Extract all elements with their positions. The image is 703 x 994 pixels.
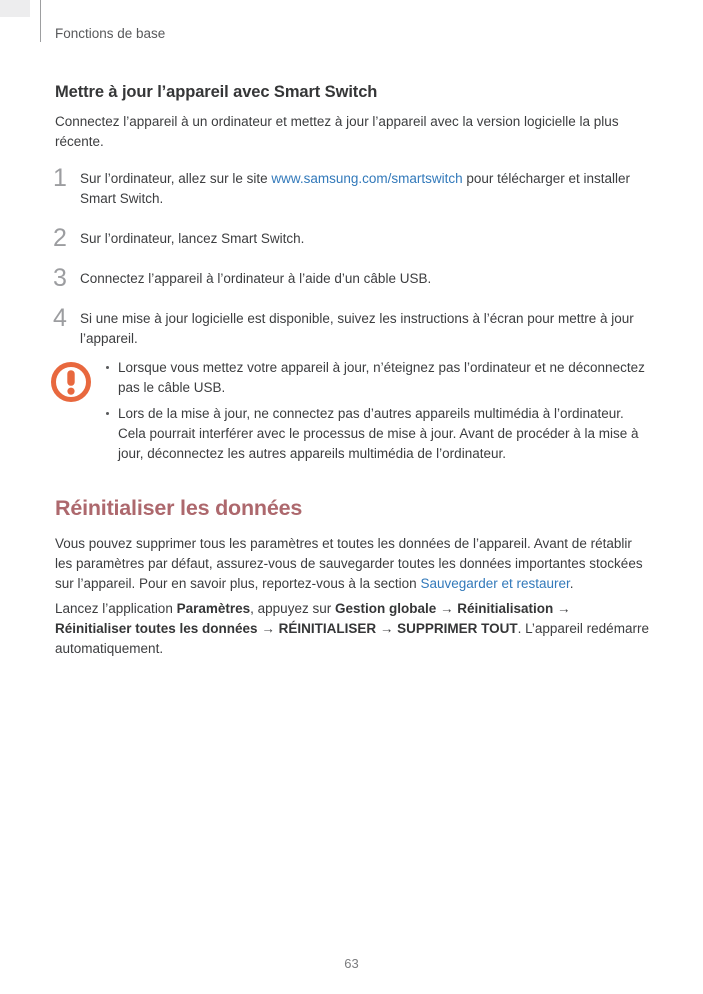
step-item-3 <box>53 264 649 292</box>
inline-bold-text: SUPPRIMER TOUT <box>397 621 518 636</box>
smart-switch-intro: Connectez l’appareil à un ordinateur et mettez à jour l’appareil avec la version logicielle la plus récente. <box>55 114 619 149</box>
section-title-smart-switch: Mettre à jour l’appareil avec Smart Switch <box>55 83 378 101</box>
step-item-1 <box>53 164 649 209</box>
header-divider-rule <box>40 0 41 42</box>
step-text <box>80 229 649 249</box>
section-title-reset-data: Réinitialiser les données <box>55 496 303 520</box>
inline-text: , appuyez sur <box>250 601 335 616</box>
step-text <box>80 269 649 289</box>
inline-text: → <box>257 621 279 636</box>
warning-list-item <box>105 358 650 398</box>
inline-text: Si une mise à jour logicielle est disponible, suivez les instructions à l’écran pour mettre à jour l’appareil. <box>80 311 634 346</box>
step-item-4 <box>53 304 649 349</box>
warning-list <box>50 358 650 464</box>
inline-bold-text: Paramètres <box>176 601 251 616</box>
inline-text: . <box>569 576 574 591</box>
inline-bold-text: Réinitialisation <box>457 601 554 616</box>
page-number: 63 <box>344 956 359 971</box>
warning-note <box>50 358 650 464</box>
step-number: 4 <box>53 304 67 332</box>
inline-text: Connectez l’appareil à l’ordinateur à l’aide d’un câble USB. <box>80 271 432 286</box>
inline-link[interactable]: Sauvegarder et restaurer <box>420 576 570 591</box>
inline-bold-text: Gestion globale <box>334 601 437 616</box>
warning-text: Lors de la mise à jour, ne connectez pas d’autres appareils multimédia à l’ordinateur. Cela pourrait interférer avec le processus de mise à jour. Avant de procéder à la mise à jour, déconnectez les autres appareils multimédia de l’ordinateur. <box>118 406 639 461</box>
inline-text: Sur l’ordinateur, allez sur le site <box>80 171 272 186</box>
step-item-2 <box>53 224 649 252</box>
page-corner-mark <box>0 0 30 17</box>
chapter-label: Fonctions de base <box>55 26 166 41</box>
inline-text: pour télécharger et installer Smart Switch. <box>80 171 630 206</box>
inline-bold-text: Réinitialiser toutes les données <box>55 621 258 636</box>
reset-paragraph-instructions <box>55 599 649 659</box>
inline-text: Vous pouvez supprimer tous les paramètres et toutes les données de l’appareil. Avant de rétablir les paramètres par défaut, assurez-vous de sauvegarder toutes les données importantes stockées sur l’appareil. Pour en savoir plus, reportez-vous à la section <box>55 536 643 591</box>
inline-text: Lancez l’application <box>55 601 177 616</box>
inline-text: → <box>436 601 458 616</box>
step-number: 1 <box>53 164 67 192</box>
inline-link[interactable]: www.samsung.com/smartswitch <box>271 171 463 186</box>
inline-text: . L’appareil redémarre automatiquement. <box>55 621 649 656</box>
inline-text: → <box>553 601 571 616</box>
bullet-dot-icon <box>106 366 109 369</box>
inline-text: → <box>376 621 398 636</box>
step-number: 3 <box>53 264 67 292</box>
warning-list-item <box>105 404 650 464</box>
reset-paragraph-intro <box>55 534 649 594</box>
inline-bold-text: RÉINITIALISER <box>278 621 377 636</box>
warning-exclamation-icon <box>50 361 92 403</box>
warning-text: Lorsque vous mettez votre appareil à jour, n’éteignez pas l’ordinateur et ne déconnectez pas le câble USB. <box>118 360 645 395</box>
step-text <box>80 309 649 349</box>
inline-text: Sur l’ordinateur, lancez Smart Switch. <box>80 231 305 246</box>
bullet-dot-icon <box>106 412 109 415</box>
step-number: 2 <box>53 224 67 252</box>
step-text <box>80 169 649 209</box>
